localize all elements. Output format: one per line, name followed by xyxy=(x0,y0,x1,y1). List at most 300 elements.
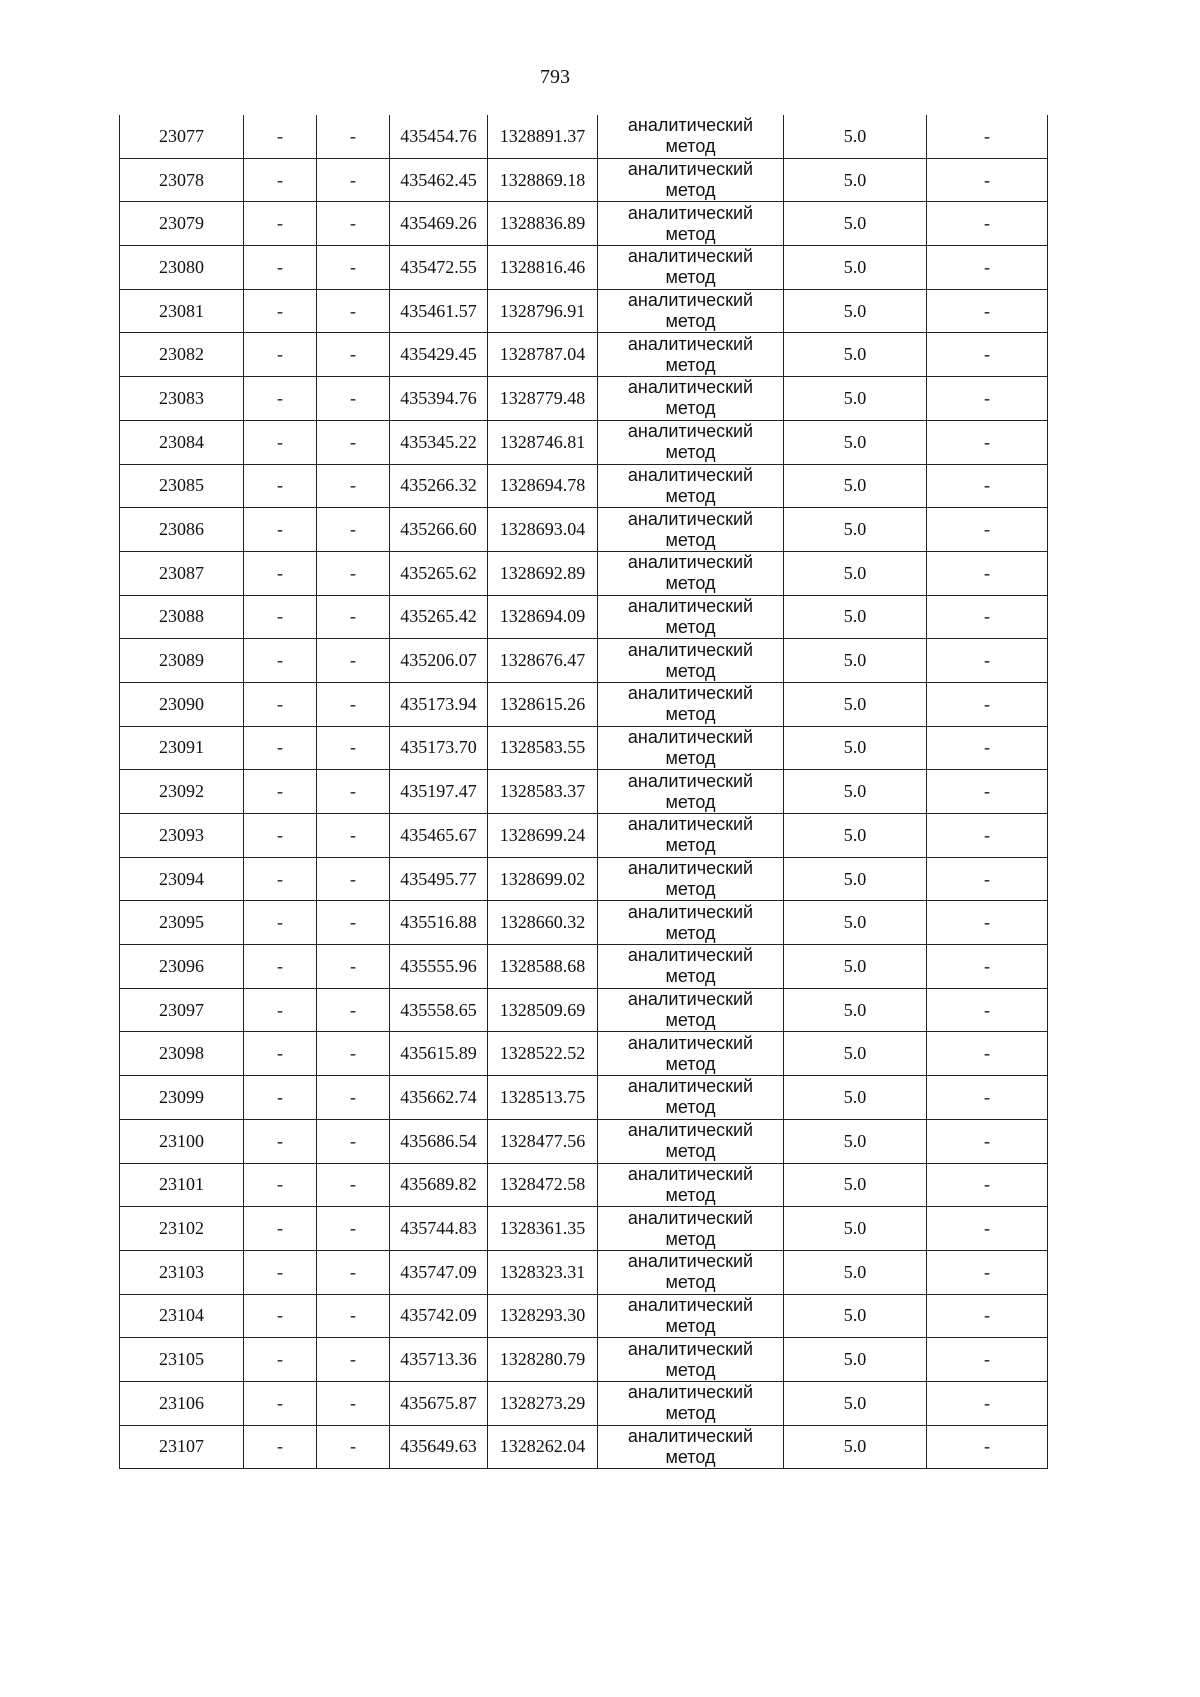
table-row xyxy=(120,945,1048,989)
method-line-1: аналитический xyxy=(627,1207,754,1228)
method-cell xyxy=(598,1381,784,1425)
accuracy-cell: 5.0 xyxy=(784,639,927,683)
point-number-cell: 23083 xyxy=(120,377,244,421)
dash-cell: - xyxy=(927,420,1048,464)
x-coordinate-cell: 435206.07 xyxy=(390,639,488,683)
dash-cell: - xyxy=(927,682,1048,726)
x-coordinate-cell: 435469.26 xyxy=(390,202,488,246)
method-cell xyxy=(598,1294,784,1338)
accuracy-cell: 5.0 xyxy=(784,420,927,464)
dash-cell: - xyxy=(244,1076,317,1120)
accuracy-cell: 5.0 xyxy=(784,1381,927,1425)
method-line-1: аналитический xyxy=(627,290,754,311)
table-row xyxy=(120,1076,1048,1120)
method-line-2: метод xyxy=(665,1097,716,1118)
method-line-2: метод xyxy=(665,835,716,856)
dash-cell: - xyxy=(244,1294,317,1338)
dash-cell: - xyxy=(927,333,1048,377)
dash-cell: - xyxy=(317,1119,390,1163)
x-coordinate-cell: 435461.57 xyxy=(390,289,488,333)
y-coordinate-cell: 1328787.04 xyxy=(488,333,598,377)
x-coordinate-cell: 435265.42 xyxy=(390,595,488,639)
point-number-cell: 23095 xyxy=(120,901,244,945)
method-line-2: метод xyxy=(665,1272,716,1293)
accuracy-cell: 5.0 xyxy=(784,945,927,989)
dash-cell: - xyxy=(244,770,317,814)
dash-cell: - xyxy=(927,726,1048,770)
y-coordinate-cell: 1328891.37 xyxy=(488,115,598,158)
table-row xyxy=(120,770,1048,814)
y-coordinate-cell: 1328522.52 xyxy=(488,1032,598,1076)
x-coordinate-cell: 435615.89 xyxy=(390,1032,488,1076)
method-line-2: метод xyxy=(665,1403,716,1424)
accuracy-cell: 5.0 xyxy=(784,551,927,595)
dash-cell: - xyxy=(317,508,390,552)
dash-cell: - xyxy=(317,551,390,595)
dash-cell: - xyxy=(317,1381,390,1425)
method-line-2: метод xyxy=(665,1315,716,1336)
table-row xyxy=(120,1425,1048,1469)
table-row xyxy=(120,1119,1048,1163)
table-row xyxy=(120,202,1048,246)
dash-cell: - xyxy=(927,551,1048,595)
x-coordinate-cell: 435675.87 xyxy=(390,1381,488,1425)
x-coordinate-cell: 435742.09 xyxy=(390,1294,488,1338)
method-line-2: метод xyxy=(665,485,716,506)
method-line-1: аналитический xyxy=(627,333,754,354)
point-number-cell: 23097 xyxy=(120,988,244,1032)
dash-cell: - xyxy=(927,464,1048,508)
x-coordinate-cell: 435454.76 xyxy=(390,115,488,158)
point-number-cell: 23082 xyxy=(120,333,244,377)
dash-cell: - xyxy=(244,551,317,595)
y-coordinate-cell: 1328273.29 xyxy=(488,1381,598,1425)
method-line-1: аналитический xyxy=(627,1425,754,1446)
point-number-cell: 23081 xyxy=(120,289,244,333)
table-row xyxy=(120,988,1048,1032)
y-coordinate-cell: 1328816.46 xyxy=(488,246,598,290)
y-coordinate-cell: 1328746.81 xyxy=(488,420,598,464)
dash-cell: - xyxy=(927,1381,1048,1425)
dash-cell: - xyxy=(927,814,1048,858)
method-line-2: метод xyxy=(665,267,716,288)
method-line-2: метод xyxy=(665,747,716,768)
method-line-1: аналитический xyxy=(627,1076,754,1097)
y-coordinate-cell: 1328588.68 xyxy=(488,945,598,989)
method-cell xyxy=(598,857,784,901)
method-line-2: метод xyxy=(665,1359,716,1380)
accuracy-cell: 5.0 xyxy=(784,814,927,858)
accuracy-cell: 5.0 xyxy=(784,377,927,421)
dash-cell: - xyxy=(317,420,390,464)
x-coordinate-cell: 435265.62 xyxy=(390,551,488,595)
x-coordinate-cell: 435558.65 xyxy=(390,988,488,1032)
method-line-2: метод xyxy=(665,136,716,157)
dash-cell: - xyxy=(317,1207,390,1251)
table-row xyxy=(120,289,1048,333)
method-line-2: метод xyxy=(665,442,716,463)
method-line-2: метод xyxy=(665,180,716,201)
dash-cell: - xyxy=(927,1032,1048,1076)
accuracy-cell: 5.0 xyxy=(784,901,927,945)
dash-cell: - xyxy=(927,770,1048,814)
method-cell xyxy=(598,158,784,202)
method-line-1: аналитический xyxy=(627,552,754,573)
dash-cell: - xyxy=(927,246,1048,290)
y-coordinate-cell: 1328323.31 xyxy=(488,1250,598,1294)
method-line-1: аналитический xyxy=(627,595,754,616)
dash-cell: - xyxy=(927,988,1048,1032)
accuracy-cell: 5.0 xyxy=(784,1119,927,1163)
dash-cell: - xyxy=(317,726,390,770)
accuracy-cell: 5.0 xyxy=(784,289,927,333)
method-line-2: метод xyxy=(665,1228,716,1249)
method-cell xyxy=(598,770,784,814)
x-coordinate-cell: 435462.45 xyxy=(390,158,488,202)
dash-cell: - xyxy=(317,988,390,1032)
x-coordinate-cell: 435495.77 xyxy=(390,857,488,901)
point-number-cell: 23098 xyxy=(120,1032,244,1076)
dash-cell: - xyxy=(244,814,317,858)
y-coordinate-cell: 1328692.89 xyxy=(488,551,598,595)
y-coordinate-cell: 1328693.04 xyxy=(488,508,598,552)
dash-cell: - xyxy=(244,289,317,333)
y-coordinate-cell: 1328836.89 xyxy=(488,202,598,246)
point-number-cell: 23091 xyxy=(120,726,244,770)
dash-cell: - xyxy=(927,1294,1048,1338)
dash-cell: - xyxy=(244,115,317,158)
dash-cell: - xyxy=(244,464,317,508)
dash-cell: - xyxy=(317,814,390,858)
method-cell xyxy=(598,1032,784,1076)
method-cell xyxy=(598,726,784,770)
method-cell xyxy=(598,1207,784,1251)
method-line-2: метод xyxy=(665,660,716,681)
method-cell xyxy=(598,508,784,552)
x-coordinate-cell: 435689.82 xyxy=(390,1163,488,1207)
method-line-1: аналитический xyxy=(627,1120,754,1141)
method-line-2: метод xyxy=(665,1141,716,1162)
method-line-1: аналитический xyxy=(627,1338,754,1359)
point-number-cell: 23101 xyxy=(120,1163,244,1207)
method-line-2: метод xyxy=(665,223,716,244)
y-coordinate-cell: 1328699.24 xyxy=(488,814,598,858)
method-cell xyxy=(598,420,784,464)
method-line-2: метод xyxy=(665,704,716,725)
method-line-2: метод xyxy=(665,966,716,987)
dash-cell: - xyxy=(317,333,390,377)
method-cell xyxy=(598,1119,784,1163)
dash-cell: - xyxy=(317,377,390,421)
point-number-cell: 23103 xyxy=(120,1250,244,1294)
y-coordinate-cell: 1328699.02 xyxy=(488,857,598,901)
accuracy-cell: 5.0 xyxy=(784,333,927,377)
dash-cell: - xyxy=(927,158,1048,202)
method-line-2: метод xyxy=(665,311,716,332)
dash-cell: - xyxy=(244,202,317,246)
y-coordinate-cell: 1328583.55 xyxy=(488,726,598,770)
point-number-cell: 23092 xyxy=(120,770,244,814)
dash-cell: - xyxy=(317,901,390,945)
method-cell xyxy=(598,595,784,639)
method-cell xyxy=(598,1338,784,1382)
method-line-2: метод xyxy=(665,1010,716,1031)
dash-cell: - xyxy=(317,1076,390,1120)
accuracy-cell: 5.0 xyxy=(784,202,927,246)
y-coordinate-cell: 1328262.04 xyxy=(488,1425,598,1469)
dash-cell: - xyxy=(317,770,390,814)
x-coordinate-cell: 435662.74 xyxy=(390,1076,488,1120)
method-line-1: аналитический xyxy=(627,1163,754,1184)
table-row xyxy=(120,1294,1048,1338)
table-row xyxy=(120,377,1048,421)
accuracy-cell: 5.0 xyxy=(784,1207,927,1251)
point-number-cell: 23099 xyxy=(120,1076,244,1120)
dash-cell: - xyxy=(317,1250,390,1294)
table-row xyxy=(120,595,1048,639)
dash-cell: - xyxy=(927,1163,1048,1207)
method-cell xyxy=(598,945,784,989)
method-cell xyxy=(598,1076,784,1120)
dash-cell: - xyxy=(927,901,1048,945)
method-cell xyxy=(598,289,784,333)
method-line-2: метод xyxy=(665,1446,716,1467)
table-row xyxy=(120,551,1048,595)
dash-cell: - xyxy=(244,1032,317,1076)
method-line-1: аналитический xyxy=(627,770,754,791)
coordinates-table xyxy=(119,115,1048,1469)
x-coordinate-cell: 435713.36 xyxy=(390,1338,488,1382)
x-coordinate-cell: 435197.47 xyxy=(390,770,488,814)
method-cell xyxy=(598,333,784,377)
accuracy-cell: 5.0 xyxy=(784,1250,927,1294)
dash-cell: - xyxy=(927,1250,1048,1294)
method-line-1: аналитический xyxy=(627,421,754,442)
dash-cell: - xyxy=(244,901,317,945)
accuracy-cell: 5.0 xyxy=(784,988,927,1032)
point-number-cell: 23104 xyxy=(120,1294,244,1338)
method-line-1: аналитический xyxy=(627,1032,754,1053)
table-row xyxy=(120,333,1048,377)
dash-cell: - xyxy=(317,246,390,290)
accuracy-cell: 5.0 xyxy=(784,1163,927,1207)
point-number-cell: 23078 xyxy=(120,158,244,202)
point-number-cell: 23100 xyxy=(120,1119,244,1163)
x-coordinate-cell: 435686.54 xyxy=(390,1119,488,1163)
y-coordinate-cell: 1328660.32 xyxy=(488,901,598,945)
dash-cell: - xyxy=(244,857,317,901)
point-number-cell: 23094 xyxy=(120,857,244,901)
dash-cell: - xyxy=(317,1425,390,1469)
page-number: 793 xyxy=(540,66,570,88)
accuracy-cell: 5.0 xyxy=(784,1032,927,1076)
accuracy-cell: 5.0 xyxy=(784,464,927,508)
x-coordinate-cell: 435266.32 xyxy=(390,464,488,508)
point-number-cell: 23093 xyxy=(120,814,244,858)
method-line-1: аналитический xyxy=(627,901,754,922)
dash-cell: - xyxy=(927,857,1048,901)
method-cell xyxy=(598,464,784,508)
accuracy-cell: 5.0 xyxy=(784,1076,927,1120)
x-coordinate-cell: 435555.96 xyxy=(390,945,488,989)
table-row xyxy=(120,508,1048,552)
y-coordinate-cell: 1328509.69 xyxy=(488,988,598,1032)
method-line-1: аналитический xyxy=(627,159,754,180)
table-row xyxy=(120,857,1048,901)
dash-cell: - xyxy=(317,202,390,246)
method-line-1: аналитический xyxy=(627,246,754,267)
dash-cell: - xyxy=(244,1425,317,1469)
method-line-2: метод xyxy=(665,1053,716,1074)
dash-cell: - xyxy=(927,1076,1048,1120)
table-row xyxy=(120,639,1048,683)
dash-cell: - xyxy=(244,988,317,1032)
y-coordinate-cell: 1328472.58 xyxy=(488,1163,598,1207)
dash-cell: - xyxy=(927,202,1048,246)
dash-cell: - xyxy=(244,158,317,202)
method-cell xyxy=(598,814,784,858)
x-coordinate-cell: 435173.70 xyxy=(390,726,488,770)
table-row xyxy=(120,1032,1048,1076)
x-coordinate-cell: 435345.22 xyxy=(390,420,488,464)
method-line-1: аналитический xyxy=(627,202,754,223)
accuracy-cell: 5.0 xyxy=(784,726,927,770)
point-number-cell: 23089 xyxy=(120,639,244,683)
y-coordinate-cell: 1328583.37 xyxy=(488,770,598,814)
table-row xyxy=(120,1250,1048,1294)
dash-cell: - xyxy=(927,115,1048,158)
accuracy-cell: 5.0 xyxy=(784,158,927,202)
method-line-2: метод xyxy=(665,1184,716,1205)
method-cell xyxy=(598,115,784,158)
table-row xyxy=(120,1338,1048,1382)
x-coordinate-cell: 435747.09 xyxy=(390,1250,488,1294)
dash-cell: - xyxy=(244,246,317,290)
accuracy-cell: 5.0 xyxy=(784,1294,927,1338)
dash-cell: - xyxy=(244,945,317,989)
dash-cell: - xyxy=(927,595,1048,639)
y-coordinate-cell: 1328869.18 xyxy=(488,158,598,202)
dash-cell: - xyxy=(317,158,390,202)
accuracy-cell: 5.0 xyxy=(784,857,927,901)
y-coordinate-cell: 1328280.79 xyxy=(488,1338,598,1382)
method-line-1: аналитический xyxy=(627,1251,754,1272)
table-row xyxy=(120,1163,1048,1207)
accuracy-cell: 5.0 xyxy=(784,508,927,552)
dash-cell: - xyxy=(927,1338,1048,1382)
y-coordinate-cell: 1328477.56 xyxy=(488,1119,598,1163)
dash-cell: - xyxy=(927,945,1048,989)
accuracy-cell: 5.0 xyxy=(784,682,927,726)
dash-cell: - xyxy=(244,333,317,377)
dash-cell: - xyxy=(317,289,390,333)
dash-cell: - xyxy=(244,420,317,464)
method-cell xyxy=(598,1163,784,1207)
method-cell xyxy=(598,377,784,421)
method-line-1: аналитический xyxy=(627,814,754,835)
dash-cell: - xyxy=(927,639,1048,683)
x-coordinate-cell: 435465.67 xyxy=(390,814,488,858)
dash-cell: - xyxy=(927,1425,1048,1469)
accuracy-cell: 5.0 xyxy=(784,595,927,639)
y-coordinate-cell: 1328361.35 xyxy=(488,1207,598,1251)
x-coordinate-cell: 435429.45 xyxy=(390,333,488,377)
point-number-cell: 23088 xyxy=(120,595,244,639)
table-row xyxy=(120,1381,1048,1425)
dash-cell: - xyxy=(244,682,317,726)
method-line-1: аналитический xyxy=(627,989,754,1010)
dash-cell: - xyxy=(244,1338,317,1382)
y-coordinate-cell: 1328293.30 xyxy=(488,1294,598,1338)
dash-cell: - xyxy=(244,1163,317,1207)
table-body xyxy=(120,115,1048,1469)
point-number-cell: 23107 xyxy=(120,1425,244,1469)
accuracy-cell: 5.0 xyxy=(784,1338,927,1382)
table-row xyxy=(120,682,1048,726)
method-cell xyxy=(598,1425,784,1469)
dash-cell: - xyxy=(244,595,317,639)
dash-cell: - xyxy=(317,115,390,158)
accuracy-cell: 5.0 xyxy=(784,115,927,158)
y-coordinate-cell: 1328615.26 xyxy=(488,682,598,726)
method-cell xyxy=(598,639,784,683)
dash-cell: - xyxy=(927,1119,1048,1163)
point-number-cell: 23106 xyxy=(120,1381,244,1425)
point-number-cell: 23084 xyxy=(120,420,244,464)
dash-cell: - xyxy=(317,945,390,989)
dash-cell: - xyxy=(927,289,1048,333)
method-line-1: аналитический xyxy=(627,683,754,704)
dash-cell: - xyxy=(244,377,317,421)
y-coordinate-cell: 1328779.48 xyxy=(488,377,598,421)
table-row xyxy=(120,814,1048,858)
x-coordinate-cell: 435516.88 xyxy=(390,901,488,945)
point-number-cell: 23105 xyxy=(120,1338,244,1382)
dash-cell: - xyxy=(317,639,390,683)
method-line-1: аналитический xyxy=(627,508,754,529)
table-row xyxy=(120,901,1048,945)
x-coordinate-cell: 435173.94 xyxy=(390,682,488,726)
dash-cell: - xyxy=(927,377,1048,421)
y-coordinate-cell: 1328513.75 xyxy=(488,1076,598,1120)
method-line-2: метод xyxy=(665,354,716,375)
table-row xyxy=(120,464,1048,508)
dash-cell: - xyxy=(244,726,317,770)
method-cell xyxy=(598,901,784,945)
point-number-cell: 23077 xyxy=(120,115,244,158)
table-row xyxy=(120,1207,1048,1251)
accuracy-cell: 5.0 xyxy=(784,246,927,290)
x-coordinate-cell: 435266.60 xyxy=(390,508,488,552)
dash-cell: - xyxy=(317,857,390,901)
y-coordinate-cell: 1328694.78 xyxy=(488,464,598,508)
table-row xyxy=(120,246,1048,290)
y-coordinate-cell: 1328694.09 xyxy=(488,595,598,639)
accuracy-cell: 5.0 xyxy=(784,1425,927,1469)
method-cell xyxy=(598,682,784,726)
method-cell xyxy=(598,988,784,1032)
dash-cell: - xyxy=(317,682,390,726)
accuracy-cell: 5.0 xyxy=(784,770,927,814)
method-line-2: метод xyxy=(665,791,716,812)
method-line-1: аналитический xyxy=(627,1294,754,1315)
point-number-cell: 23096 xyxy=(120,945,244,989)
method-line-1: аналитический xyxy=(627,858,754,879)
method-line-1: аналитический xyxy=(627,377,754,398)
dash-cell: - xyxy=(927,1207,1048,1251)
y-coordinate-cell: 1328676.47 xyxy=(488,639,598,683)
dash-cell: - xyxy=(244,508,317,552)
